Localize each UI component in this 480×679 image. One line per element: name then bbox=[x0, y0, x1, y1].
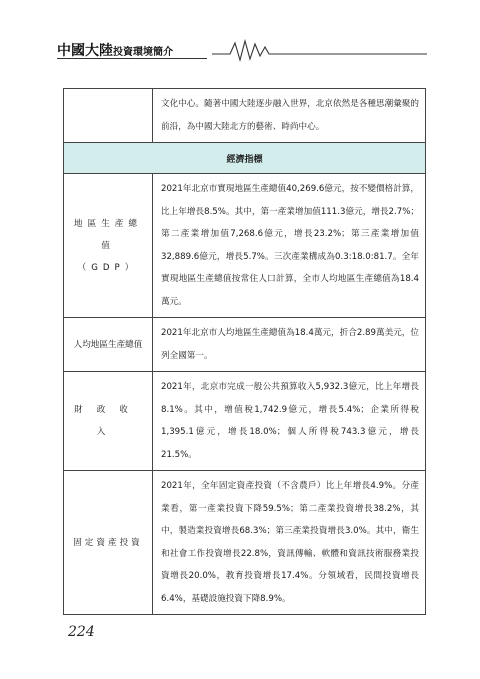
row-label bbox=[64, 174, 153, 318]
header-title-sub: 投資環境簡介 bbox=[113, 47, 173, 58]
row-text: 2021年，全年固定資產投資（不含農戶）比上年增長4.9%。分產業看，第一產業投資下降59.5%；第二產業投資增長38.2%，其中，製造業投資增長68.3%；第三產業投資增長3.0%。其中，衛生和社會工作投資增長22.8%，資訊傳輸、軟體和資訊技術服務業投資增長20.0%，教育投資增長17.4%。分領域看，民間投資增長6.4%，基礎設施投資下降8.9%。 bbox=[153, 471, 426, 615]
row-label bbox=[64, 318, 153, 372]
economic-indicators-table bbox=[63, 88, 426, 615]
heartbeat-wave-icon bbox=[212, 38, 427, 62]
table-row bbox=[64, 318, 426, 372]
row-label bbox=[64, 372, 153, 471]
row-text: 2021年北京市實現地區生產總值40,269.6億元，按不變價格計算，比上年增長8.5%。其中，第一產業增加值111.3億元，增長2.7%；第二產業增加值7,268.6億元，增長23.2%；第三產業增加值32,889.6億元，增長5.7%。三次產業構成為0.3:18.0:81.7。全年實現地區生產總值按常住人口計算，全市人均地區生產總值為18.4萬元。 bbox=[153, 174, 426, 318]
row-text: 2021年，北京市完成一般公共預算收入5,932.3億元，比上年增長8.1%。其中，增值稅1,742.9億元，增長5.4%；企業所得稅1,395.1億元，增長18.0%；個人所得稅743.3億元，增長21.5%。 bbox=[153, 372, 426, 471]
section-title: 經濟指標 bbox=[64, 143, 426, 174]
header-title bbox=[57, 40, 173, 60]
row-label-line: 財政收入 bbox=[74, 405, 142, 437]
row-label-line: （GDP） bbox=[77, 262, 139, 273]
header-rule bbox=[57, 58, 207, 59]
row-text: 2021年北京市人均地區生產總值為18.4萬元，折合2.89萬美元，位列全國第一。 bbox=[153, 318, 426, 372]
row-label bbox=[64, 471, 153, 615]
row-label-line: 人均地區生產總值 bbox=[73, 339, 143, 350]
table-row bbox=[64, 89, 426, 143]
table-cell-empty bbox=[64, 89, 153, 143]
page-number: 224 bbox=[68, 624, 95, 640]
table-row bbox=[64, 174, 426, 318]
table-row bbox=[64, 372, 426, 471]
row-label-line: 地區生產總值 bbox=[74, 218, 142, 251]
section-header-row bbox=[64, 143, 426, 174]
intro-text: 文化中心。隨著中國大陸逐步融入世界，北京依然是各種思潮彙聚的前沿，為中國大陸北方的藝術、時尚中心。 bbox=[153, 89, 426, 143]
table-row bbox=[64, 471, 426, 615]
row-label-line: 固定資產投資 bbox=[73, 537, 143, 548]
running-header bbox=[57, 38, 427, 62]
header-title-main: 中國大陸 bbox=[57, 43, 113, 59]
